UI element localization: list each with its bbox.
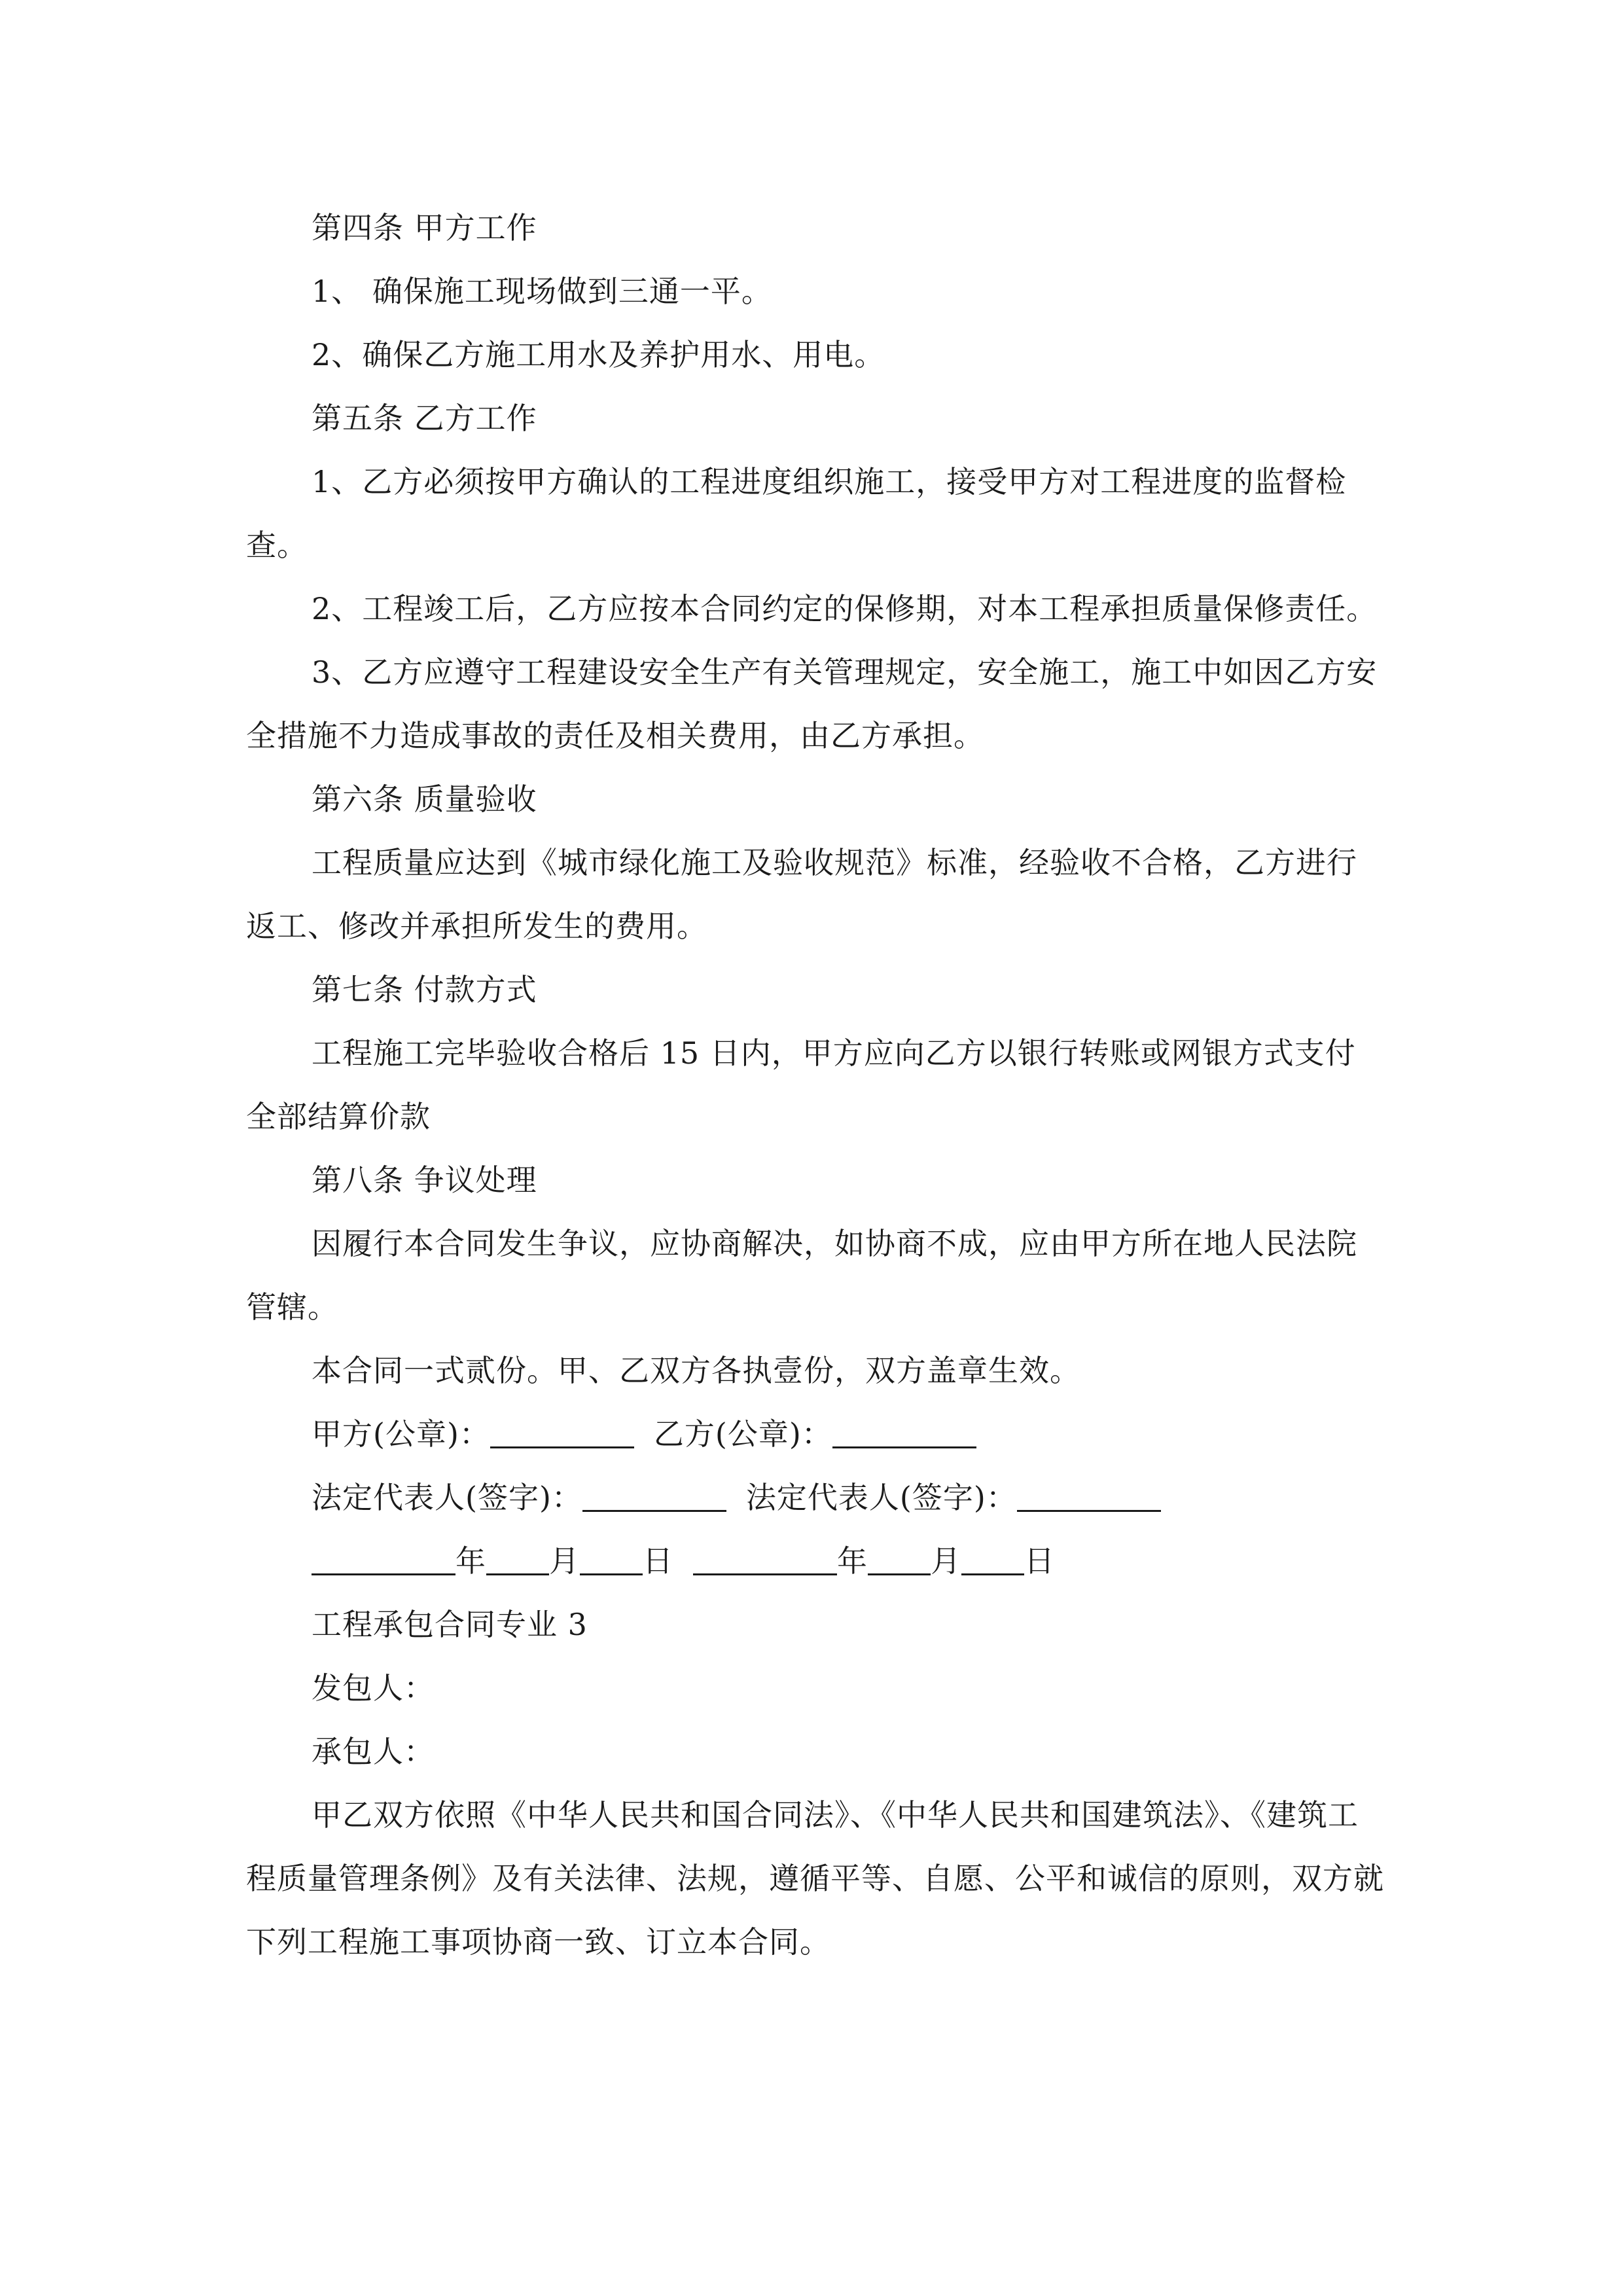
party-b-seal-label: 乙方(公章)： — [653, 1416, 832, 1452]
date-a-day-blank — [580, 1573, 643, 1575]
rep-b-blank — [1017, 1509, 1161, 1512]
date-b-year: 年 — [837, 1543, 868, 1579]
article-5-heading: 第五条 乙方工作 — [312, 401, 537, 436]
date-a-day: 日 — [643, 1543, 673, 1579]
contract-3-intro: 甲乙双方依照《中华人民共和国合同法》、《中华人民共和国建筑法》、《建筑工程质量管理条例》及有关法律、法规，遵循平等、自愿、公平和诚信的原则，双方就下列工程施工事项协商一致、订立本合同。 — [246, 1797, 1384, 1960]
article-4-item-1: 1、 确保施工现场做到三通一平。 — [312, 274, 772, 309]
article-5-item-2: 2、工程竣工后，乙方应按本合同约定的保修期，对本工程承担质量保修责任。 — [312, 591, 1378, 626]
article-6-heading: 第六条 质量验收 — [312, 781, 537, 817]
date-a-year-blank — [312, 1573, 455, 1575]
article-8-heading: 第八条 争议处理 — [312, 1162, 537, 1198]
contract-3-title: 工程承包合同专业 3 — [312, 1607, 588, 1642]
article-7-text: 工程施工完毕验收合格后 15 日内，甲方应向乙方以银行转账或网银方式支付全部结算价款 — [246, 1035, 1356, 1134]
document-body — [246, 196, 1385, 1974]
article-7-heading: 第七条 付款方式 — [312, 972, 537, 1007]
party-b-seal-blank — [832, 1446, 976, 1448]
date-b-month-blank — [868, 1573, 931, 1575]
article-4-heading: 第四条 甲方工作 — [312, 210, 537, 245]
contractor-label: 承包人： — [312, 1734, 435, 1769]
date-a-month-blank — [486, 1573, 549, 1575]
closing-statement: 本合同一式贰份。甲、乙双方各执壹份，双方盖章生效。 — [312, 1353, 1080, 1388]
date-a-year: 年 — [455, 1543, 486, 1579]
article-5-item-1: 1、乙方必须按甲方确认的工程进度组织施工，接受甲方对工程进度的监督检查。 — [246, 464, 1347, 563]
rep-a-blank — [582, 1509, 726, 1512]
date-a-month: 月 — [549, 1543, 580, 1579]
article-5-item-3: 3、乙方应遵守工程建设安全生产有关管理规定，安全施工，施工中如因乙方安全措施不力造成事故的责任及相关费用，由乙方承担。 — [246, 655, 1378, 753]
date-b-day-blank — [961, 1573, 1024, 1575]
date-b-day: 日 — [1024, 1543, 1055, 1579]
rep-b-label: 法定代表人(签字)： — [745, 1480, 1017, 1515]
article-8-text: 因履行本合同发生争议，应协商解决，如协商不成，应由甲方所在地人民法院管辖。 — [246, 1226, 1357, 1325]
date-b-year-blank — [693, 1573, 837, 1575]
representative-line — [246, 1466, 1385, 1530]
date-b-month: 月 — [931, 1543, 961, 1579]
employer-label: 发包人： — [312, 1670, 435, 1706]
date-line — [246, 1530, 1385, 1593]
article-4-item-2: 2、确保乙方施工用水及养护用水、用电。 — [312, 337, 885, 372]
rep-a-label: 法定代表人(签字)： — [312, 1480, 582, 1515]
party-a-seal-blank — [490, 1446, 634, 1448]
party-a-seal-label: 甲方(公章)： — [312, 1416, 490, 1452]
seal-line — [246, 1403, 1385, 1466]
article-6-text: 工程质量应达到《城市绿化施工及验收规范》标准，经验收不合格，乙方进行返工、修改并承担所发生的费用。 — [246, 845, 1357, 944]
